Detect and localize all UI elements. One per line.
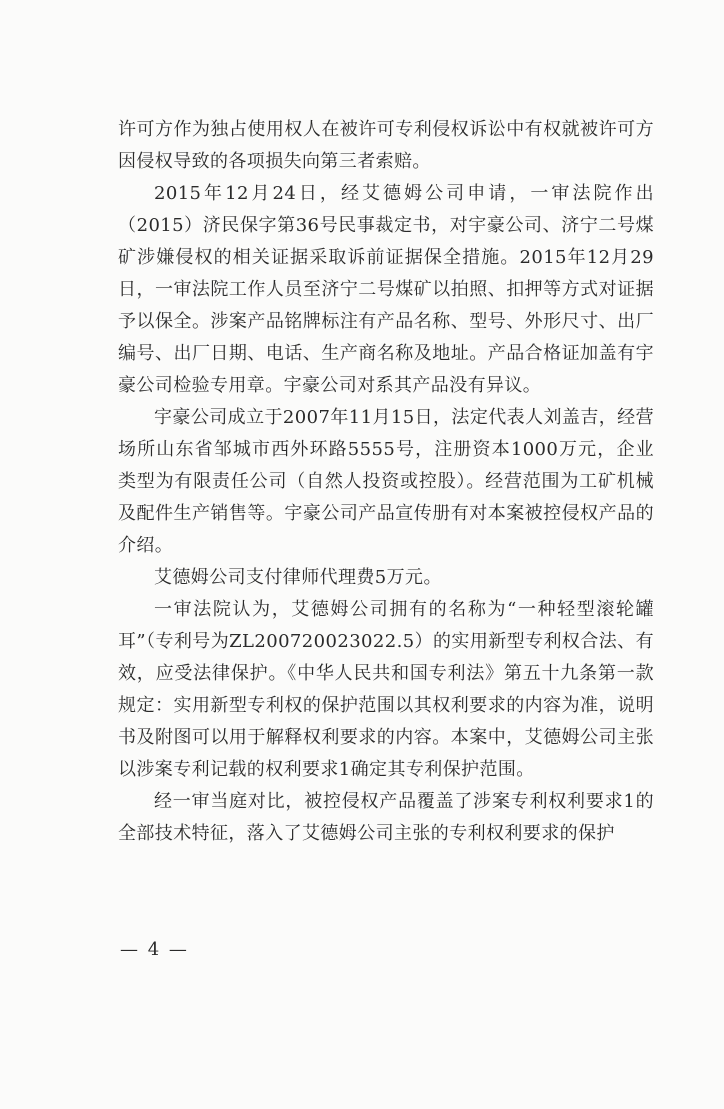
document-body [118,114,654,850]
page-number: — 4 — [120,939,189,960]
paragraph-5: 一审法院认为，艾德姆公司拥有的名称为“一种轻型滚轮罐耳”（专利号为ZL200720023022.5）的实用新型专利权合法、有效，应受法律保护。《中华人民共和国专利法》第五十九条第一款规定：实用新型专利权的保护范围以其权利要求的内容为准，说明书及附图可以用于解释权利要求的内容。本案中，艾德姆公司主张以涉案专利记载的权利要求1确定其专利保护范围。 [118,599,654,780]
paragraph-6: 经一审当庭对比，被控侵权产品覆盖了涉案专利权利要求1的全部技术特征，落入了艾德姆公司主张的专利权利要求的保护 [118,791,654,844]
paragraph-2: 2015年12月24日，经艾德姆公司申请，一审法院作出（2015）济民保字第36号民事裁定书，对宇豪公司、济宁二号煤矿涉嫌侵权的相关证据采取诉前证据保全措施。2015年12月29日，一审法院工作人员至济宁二号煤矿以拍照、扣押等方式对证据予以保全。涉案产品铭牌标注有产品名称、型号、外形尺寸、出厂编号、出厂日期、电话、生产商名称及地址。产品合格证加盖有宇豪公司检验专用章。宇豪公司对系其产品没有异议。 [118,183,654,396]
paragraph-1: 许可方作为独占使用权人在被许可专利侵权诉讼中有权就被许可方因侵权导致的各项损失向第三者索赔。 [118,119,654,172]
paragraph-3: 宇豪公司成立于2007年11月15日，法定代表人刘盖吉，经营场所山东省邹城市西外环路5555号，注册资本1000万元，企业类型为有限责任公司（自然人投资或控股）。经营范围为工矿机械及配件生产销售等。宇豪公司产品宣传册有对本案被控侵权产品的介绍。 [118,407,654,556]
paragraph-4: 艾德姆公司支付律师代理费5万元。 [154,567,442,588]
